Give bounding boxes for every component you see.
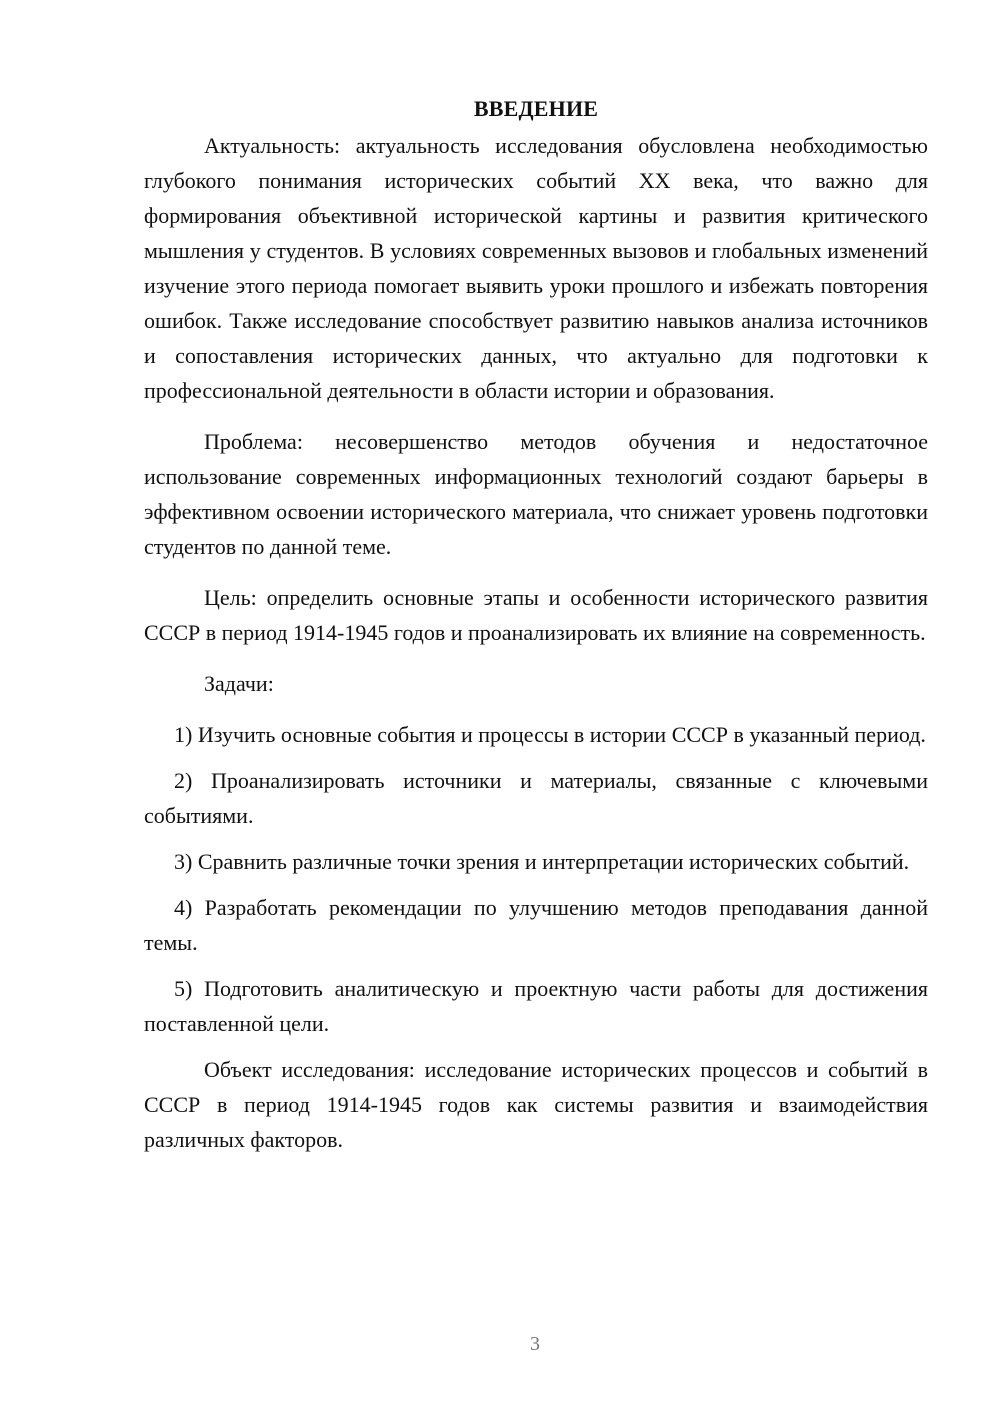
task-item-4: 4) Разработать рекомендации по улучшению методов преподавания данной темы. <box>144 895 928 955</box>
task-item-1: 1) Изучить основные события и процессы в истории СССР в указанный период. <box>174 722 926 747</box>
tasks-label: Задачи: <box>204 671 274 696</box>
page-content <box>144 92 928 1173</box>
section-heading: ВВЕДЕНИЕ <box>473 96 599 121</box>
task-item-2: 2) Проанализировать источники и материалы, связанные с ключевыми событиями. <box>144 768 928 828</box>
problem-paragraph: Проблема: несовершенство методов обучения и недостаточное использование современных информационных технологий создают барьеры в эффективном освоении исторического материала, что снижает уровень подготовки студентов по данной теме. <box>144 429 928 559</box>
task-item-3: 3) Сравнить различные точки зрения и интерпретации исторических событий. <box>174 849 910 874</box>
page-number: 3 <box>530 1333 540 1355</box>
task-item-5: 5) Подготовить аналитическую и проектную части работы для достижения поставленной цели. <box>144 976 928 1036</box>
object-paragraph: Объект исследования: исследование исторических процессов и событий в СССР в период 1914-1945 годов как системы развития и взаимодействия различных факторов. <box>144 1057 928 1152</box>
goal-paragraph: Цель: определить основные этапы и особенности исторического развития СССР в период 1914-1945 годов и проанализировать их влияние на современность. <box>144 585 928 645</box>
relevance-paragraph: Актуальность: актуальность исследования обусловлена необходимостью глубокого понимания исторических событий XX века, что важно для формирования объективной исторической картины и развития критического мышления у студентов. В условиях современных вызовов и глобальных изменений изучение этого периода помогает выявить уроки прошлого и избежать повторения ошибок. Также исследование способствует развитию навыков анализа источников и сопоставления исторических данных, что актуально для подготовки к профессиональной деятельности в области истории и образования. <box>144 133 928 403</box>
